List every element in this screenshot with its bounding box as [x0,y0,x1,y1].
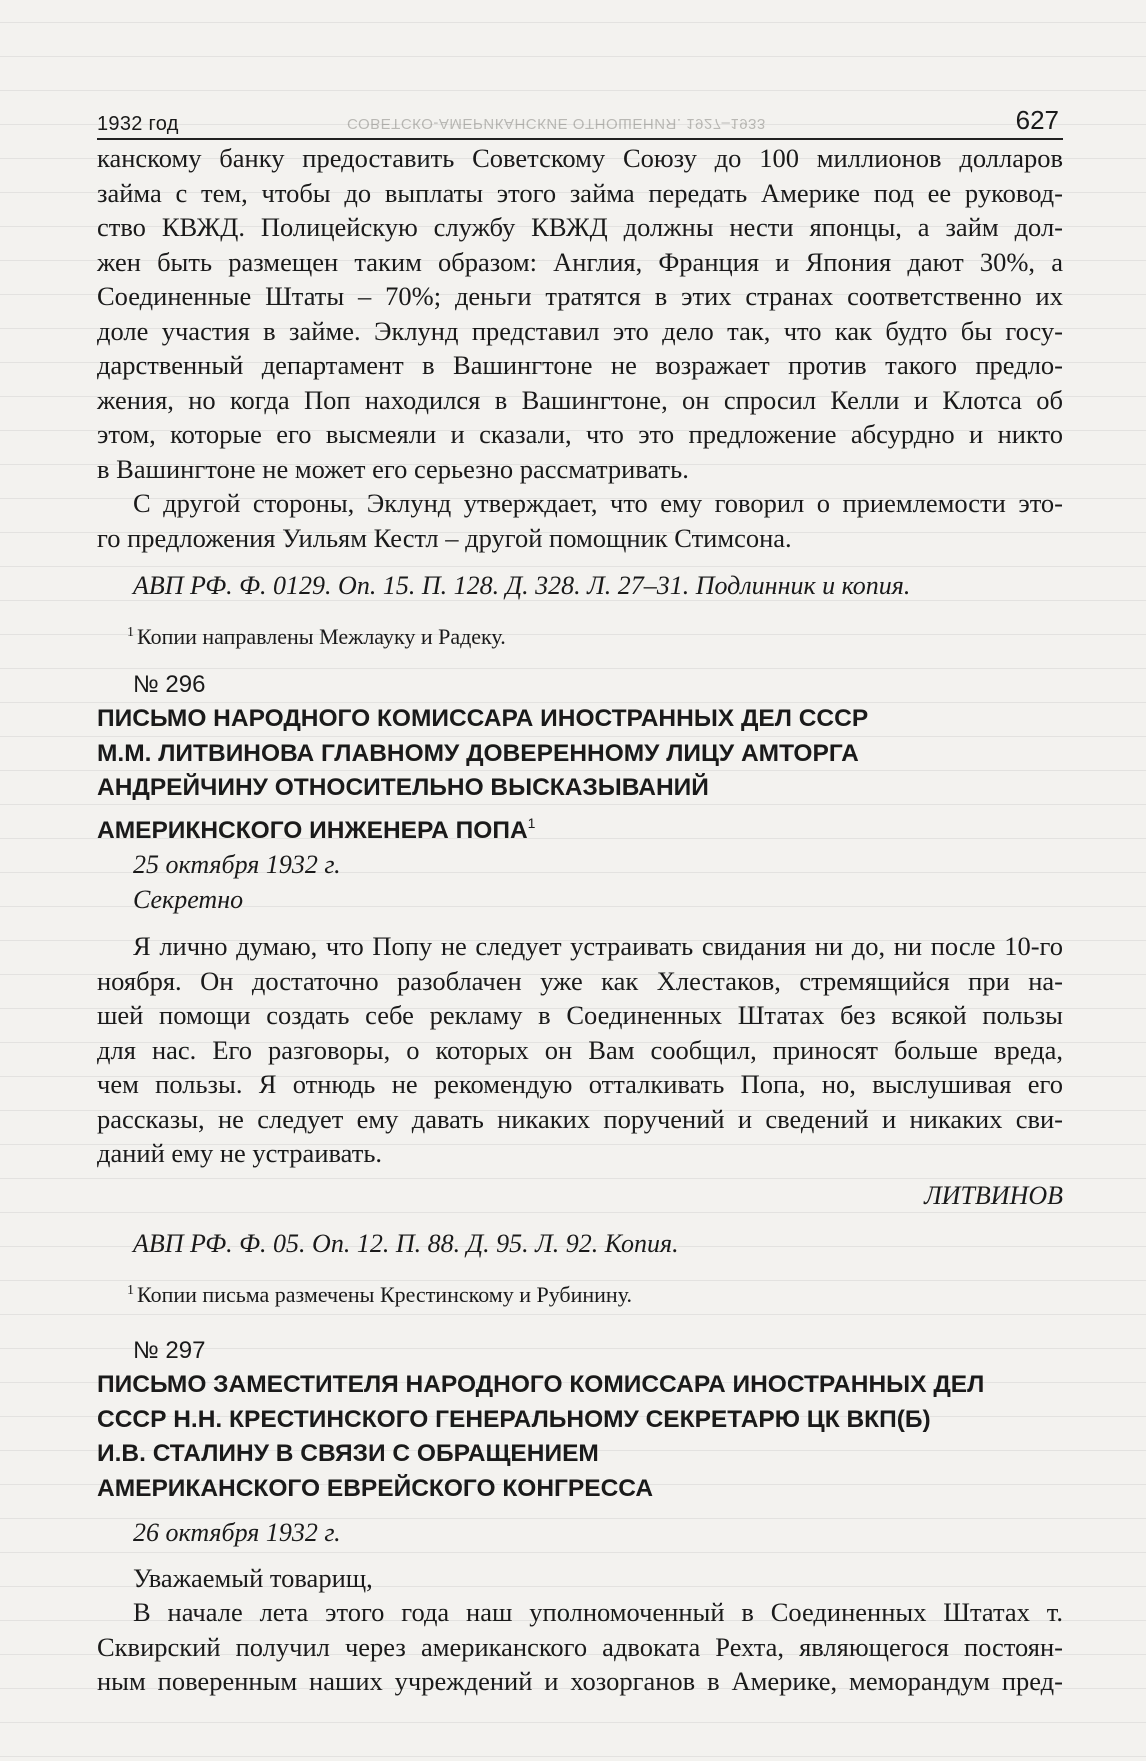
archive-reference: АВП РФ. Ф. 05. Оп. 12. П. 88. Д. 95. Л. 92. Копия. [133,1229,679,1258]
document-date: 25 октября 1932 г. [133,850,341,879]
text-line: чем пользы. Я отнюдь не рекомендую отталкивать Попа, но, выслушивая его [97,1069,1063,1099]
letter-body [97,1595,1063,1699]
salutation: Уважаемый товарищ, [133,1562,373,1593]
text-line: жен быть размещен таким образом: Англия, Франция и Япония дают 30%, а [97,246,1063,277]
header-year: 1932 год [97,113,179,135]
footnote [97,1276,1063,1310]
text-line: канскому банку предоставить Советскому Союзу до 100 миллионов долларов [97,143,1063,173]
text-line: дарственный департамент в Вашингтоне не возражает против такого предло- [97,350,1063,380]
text-line: рассказы, не следует ему давать никаких поручений и сведений и никаких сви- [97,1103,1063,1134]
archive-reference: АВП РФ. Ф. 0129. Оп. 15. П. 128. Д. 328. Л. 27–31. Подлинник и копия. [133,571,911,600]
text-line: займа с тем, чтобы до выплаты этого займа передать Америке под ее руковод- [97,177,1063,208]
title-line-last [97,806,1063,849]
title-line: АМЕРИКАНСКОГО ЕВРЕЙСКОГО КОНГРЕССА [97,1474,654,1502]
text-line: В начале лета этого года наш уполномоченный в Соединенных Штатах т. [133,1597,1063,1627]
text-line: ство КВЖД. Полицейскую службу КВЖД должны нести японцы, а займ дол- [97,212,1063,242]
footnote [97,618,1063,652]
title-line: ПИСЬМО ЗАМЕСТИТЕЛЯ НАРОДНОГО КОМИССАРА ИНОСТРАННЫХ ДЕЛ [97,1371,985,1398]
document-number: № 296 [133,670,206,698]
title-line: И.В. СТАЛИНУ В СВЯЗИ С ОБРАЩЕНИЕМ [97,1440,599,1467]
text-line: в Вашингтоне не может его серьезно рассматривать. [97,453,689,484]
text-line: жения, но когда Поп находился в Вашингтоне, он спросил Келли и Клотса об [97,384,1063,415]
title-line-text: АМЕРИКНСКОГО ИНЖЕНЕРА ПОПА [97,816,528,844]
text-line: доле участия в займе. Эклунд представил это дело так, что как будто бы госу- [97,315,1063,346]
page-number: 627 [1015,105,1059,135]
text-line: ным поверенным наших учреждений и хозорганов в Америке, меморандум пред- [97,1666,1063,1696]
footnote-mark: 1 [127,624,134,640]
signature: ЛИТВИНОВ [924,1180,1063,1210]
text-line: для нас. Его разговоры, о которых он Вам сообщил, приносят больше вреда, [97,1034,1063,1065]
text-line: даний ему не устраивать. [97,1138,383,1168]
document-number: № 297 [133,1336,206,1364]
footnote-mark: 1 [127,1282,134,1298]
document-title [97,702,1063,848]
text-line: Сквирский получил через американского адвоката Рехта, являющегося постоян- [97,1631,1063,1662]
title-line: АНДРЕЙЧИНУ ОТНОСИТЕЛЬНО ВЫСКАЗЫВАНИЙ [97,774,709,801]
text-line: Я лично думаю, что Попу не следует устраивать свидания ни до, ни после 10-го [133,931,1063,961]
text-line: ноября. Он достаточно разоблачен уже как Хлестаков, стремящийся при на- [97,965,1063,996]
text-line: го предложения Уильям Кестл – другой помощник Стимсона. [97,522,792,553]
footnote-text: Копии направлены Межлауку и Радеку. [137,623,506,649]
text-line: С другой стороны, Эклунд утверждает, что ему говорил о приемлемости это- [133,488,1063,518]
letter-body [97,929,1063,1171]
footnote-text: Копии письма размечены Крестинскому и Рубинину. [137,1281,632,1307]
document-title [97,1368,1063,1506]
document-classification: Секретно [133,884,244,914]
text-line: Соединенные Штаты – 70%; деньги тратятся в этих странах соответственно их [97,281,1063,311]
running-header [97,104,1063,140]
page-body [97,141,1063,1699]
title-line: СССР Н.Н. КРЕСТИНСКОГО ГЕНЕРАЛЬНОМУ СЕКРЕТАРЮ ЦК ВКП(Б) [97,1405,931,1433]
document-date: 26 октября 1932 г. [133,1518,341,1547]
title-footnote-mark: 1 [527,814,536,831]
intro-paragraph-2 [97,486,1063,555]
title-line: М.М. ЛИТВИНОВА ГЛАВНОМУ ДОВЕРЕННОМУ ЛИЦУ АМТОРГА [97,739,859,767]
title-line: ПИСЬМО НАРОДНОГО КОМИССАРА ИНОСТРАННЫХ ДЕЛ СССР [97,705,869,732]
text-line: шей помощи создать себе рекламу в Соединенных Штатах без всякой пользы [97,1000,1063,1030]
header-show-through: СОВЕТСКО-АМЕРИКАНСКИЕ ОТНОШЕНИЯ. 1927–1933 [347,115,766,132]
intro-paragraph [97,141,1063,486]
text-line: этом, которые его высмеяли и сказали, что это предложение абсурдно и никто [97,419,1063,449]
